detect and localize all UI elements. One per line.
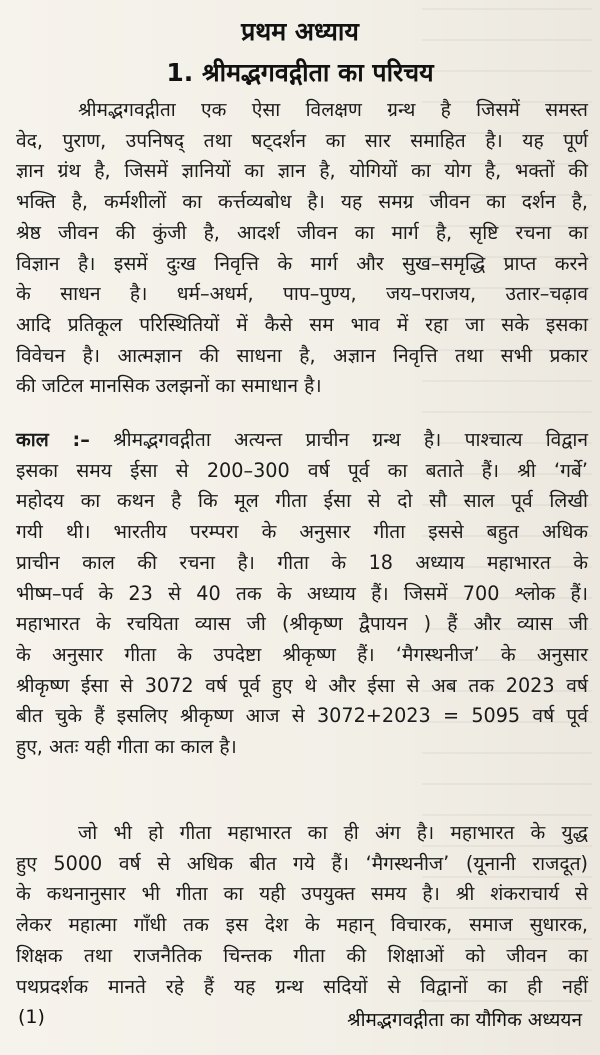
paragraph-line: के अनुसार गीता के उपदेष्टा श्रीकृष्ण हैं। ‘मैगस्थनीज’ के अनुसार: [16, 642, 588, 666]
paragraph-period: [16, 425, 588, 763]
section-title: 1. श्रीमद्भगवद्गीता का परिचय: [166, 58, 434, 87]
paragraph-line: शिक्षक तथा राजनैतिक चिन्तक गीता की शिक्षाओं को जीवन का: [16, 943, 588, 967]
paragraph-line: लेकर महात्मा गाँधी तक इस देश के महान् विचारक, समाज सुधारक,: [16, 913, 588, 937]
paragraph-line: हुए, अतः यही गीता का काल है।: [16, 735, 237, 759]
paragraph-line: आदि प्रतिकूल परिस्थितियों में कैसे सम भाव में रहा जा सके इसका: [16, 312, 588, 336]
paragraph-conclusion: [16, 818, 588, 1002]
paragraph-line: इसका समय ईसा से 200–300 वर्ष पूर्व का बताते हैं। श्री ‘गर्बे’: [16, 458, 588, 482]
paragraph-line: श्रीमद्भगवद्गीता एक ऐसा विलक्षण ग्रन्थ है जिसमें समस्त: [78, 98, 588, 121]
paragraph-line: के कथनानुसार भी गीता का यही उपयुक्त समय है। श्री शंकराचार्य से: [16, 882, 588, 906]
page-number: (1): [18, 1006, 45, 1028]
paragraph-line: पथप्रदर्शक मानते रहे हैं यह ग्रन्थ सदियों से विद्वानों का ही नहीं: [16, 974, 588, 998]
paragraph-line: ज्ञान ग्रंथ है, जिसमें ज्ञानियों का ज्ञान है, योगियों का योग है, भक्तों की: [16, 159, 588, 183]
paragraph-line-text: श्रीमद्भगवद्गीता अत्यन्त प्राचीन ग्रन्थ है। पाश्चात्य विद्वान: [113, 428, 588, 451]
paragraph-line: महाभारत के रचयिता व्यास जी (श्रीकृष्ण द्वैपायन ) हैं और व्यास जी: [16, 612, 588, 636]
paragraph-line: बीत चुके हैं इसलिए श्रीकृष्ण आज से 3072+2023 = 5095 वर्ष पूर्व: [16, 704, 588, 728]
chapter-heading: प्रथम अध्याय: [241, 17, 359, 46]
paragraph-line: जो भी हो गीता महाभारत का ही अंग है। महाभारत के युद्ध: [78, 821, 588, 844]
running-footer-title: श्रीमद्भगवद्गीता का यौगिक अध्ययन: [347, 1009, 582, 1031]
paragraph-line: प्राचीन काल की रचना है। गीता के 18 अध्याय महाभारत के: [16, 550, 588, 574]
paragraph-line: श्रीकृष्ण ईसा से 3072 वर्ष पूर्व हुए थे और ईसा से अब तक 2023 वर्ष: [16, 673, 588, 697]
paragraph-line: के साधन है। धर्म–अधर्म, पाप–पुण्य, जय–पराजय, उतार–चढ़ाव: [16, 282, 588, 306]
paragraph-line: [16, 425, 588, 456]
paragraph-line: गयी थी। भारतीय परम्परा के अनुसार गीता इससे बहुत अधिक: [16, 520, 588, 544]
period-label: काल :–: [16, 428, 90, 451]
paragraph-line: वेद, पुराण, उपनिषद् तथा षट्दर्शन का सार समाहित है। यह पूर्ण: [16, 128, 588, 152]
paragraph-line: विज्ञान है। इसमें दुःख निवृत्ति के मार्ग और सुख–समृद्धि प्राप्त करने: [16, 251, 588, 275]
paragraph-line: श्रेष्ठ जीवन की कुंजी है, आदर्श जीवन का मार्ग है, सृष्टि रचना का: [16, 220, 588, 244]
paragraph-introduction: [16, 95, 588, 402]
paragraph-line: भक्ति है, कर्मशीलों का कर्त्तव्यबोध है। यह समग्र जीवन का दर्शन है,: [16, 190, 588, 214]
paragraph-line: महोदय का कथन है कि मूल गीता ईसा से दो सौ साल पूर्व लिखी: [16, 489, 588, 513]
paragraph-line: भीष्म–पर्व के 23 से 40 तक के अध्याय हैं। जिसमें 700 श्लोक हैं।: [16, 581, 588, 605]
paragraph-line: की जटिल मानसिक उलझनों का समाधान है।: [16, 374, 322, 398]
paragraph-line: विवेचन है। आत्मज्ञान की साधना है, अज्ञान निवृत्ति तथा सभी प्रकार: [16, 343, 588, 367]
paragraph-line: हुए 5000 वर्ष से अधिक बीत गये हैं। ‘मैगस्थनीज’ (यूनानी राजदूत): [16, 851, 588, 875]
